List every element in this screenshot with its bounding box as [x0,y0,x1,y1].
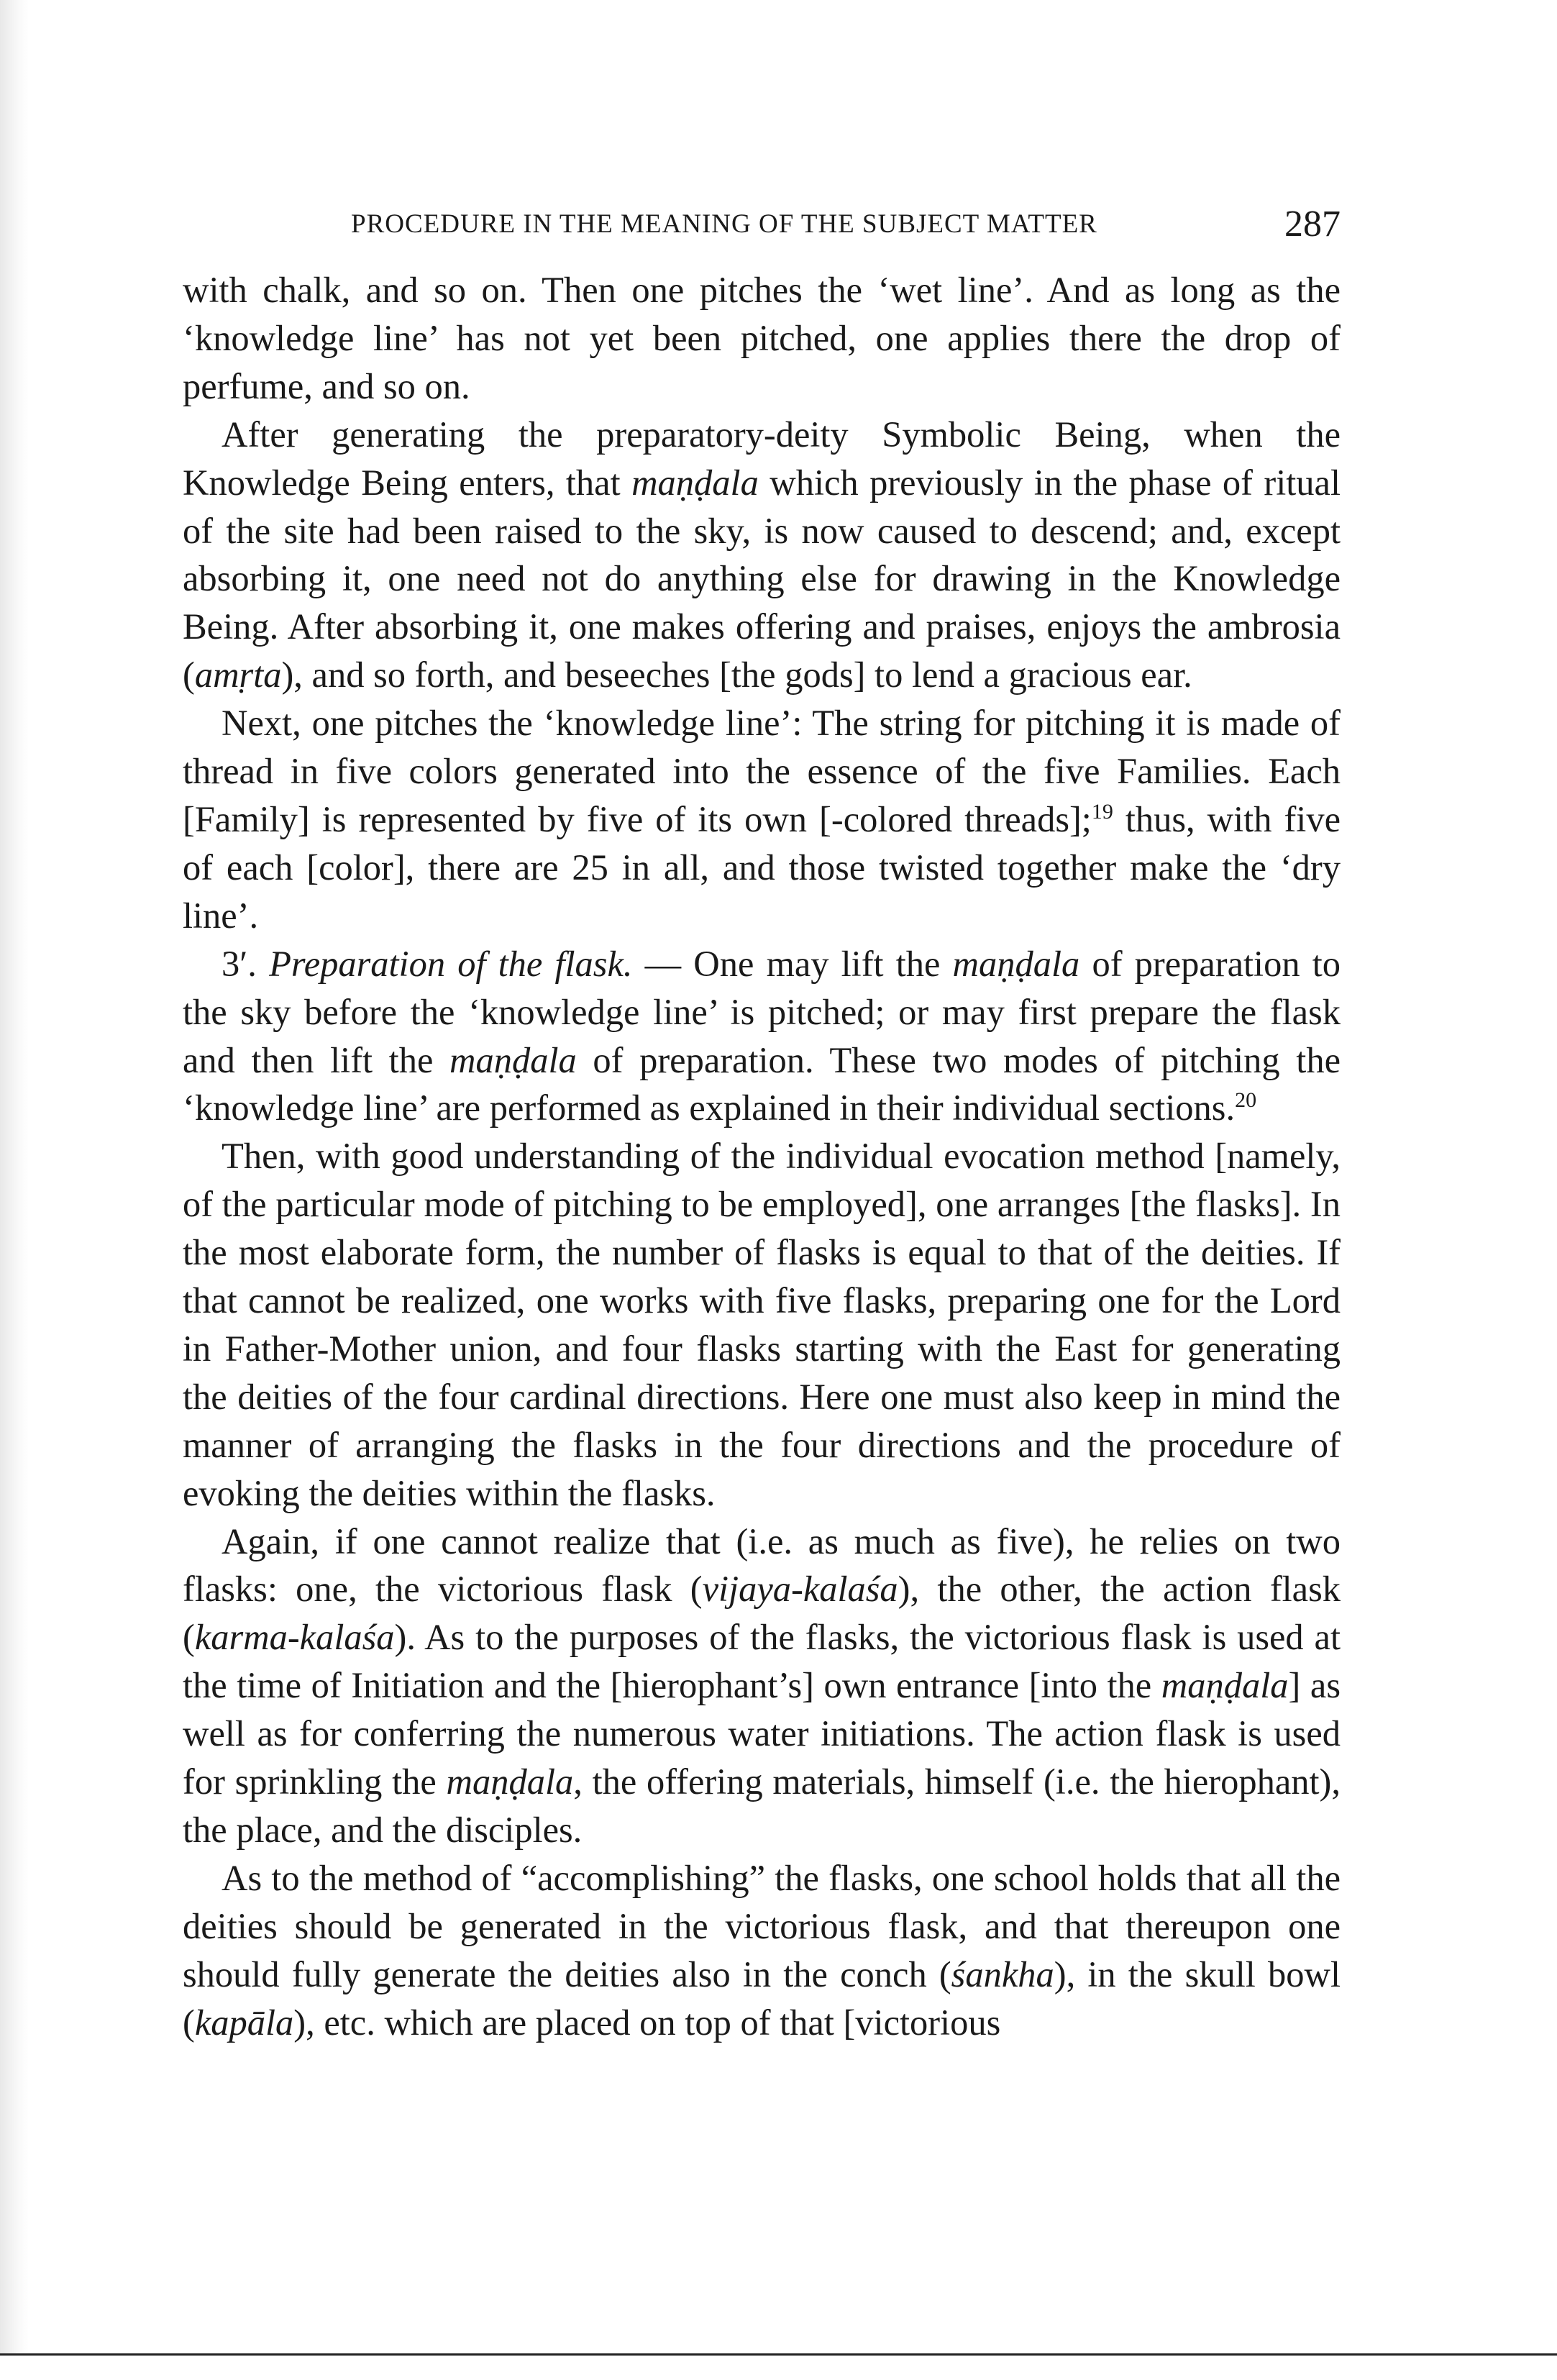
text-run: thus, with five of each [color], there are 25 in all, and those twisted together make the ‘dry line’. [183,798,1341,936]
italic-term: maṇḍala [446,1761,574,1802]
body-text [183,266,1341,2047]
text-run: — One may lift the [632,943,953,984]
footnote-ref: 19 [1091,799,1113,824]
text-run: Next, one pitches the ‘knowledge line’: The string for pitching it is made of thread in five colors generated into the essence of the five Families. Each [Family] is represented by five of its own [-colored threads]; [183,703,1341,839]
text-run: of preparation. These two modes of pitching the ‘knowledge line’ are performed as explained in their individual sections. [183,1039,1341,1129]
text-run: After generating the preparatory-deity Symbolic Being, when the Knowledge Being enters, that [183,414,1341,503]
running-header [183,203,1341,246]
italic-term: karma-kalaśa [194,1617,395,1658]
text-run: ), and so forth, and beseeches [the gods] to lend a gracious ear. [281,655,1192,696]
text-run: with chalk, and so on. Then one pitches the ‘wet line’. And as long as the ‘knowledge line’ has not yet been pitched, one applies there the drop of perfume, and so on. [183,270,1341,406]
paragraph-1 [183,266,1341,411]
text-run: ] as well as for conferring the numerous water initiations. The action flask is used for sprinkling the [183,1665,1341,1802]
paragraph-3 [183,699,1341,940]
italic-term: śankha [951,1953,1054,1994]
page-bottom-edge [0,2353,1557,2380]
italic-term: maṇḍala [952,943,1080,984]
text-run: ), the other, the action flask ( [183,1569,1341,1658]
italic-term: maṇḍala [631,462,759,503]
italic-term: kapāla [194,2002,294,2043]
paragraph-4 [183,940,1341,1133]
text-run: which previously in the phase of ritual of the site had been raised to the sky, is now caused to descend; and, except absorbing it, one need not do anything else for drawing in the Knowledge Being. After absorbing it, one makes offering and praises, enjoys the ambrosia ( [183,462,1341,696]
paragraph-6 [183,1518,1341,1854]
footnote-ref: 20 [1235,1088,1257,1113]
running-title: PROCEDURE IN THE MEANING OF THE SUBJECT MATTER [351,209,1097,239]
italic-term: vijaya-kalaśa [702,1569,898,1610]
italic-term: Preparation of the flask. [269,943,633,984]
paragraph-7 [183,1854,1341,2047]
text-run: 3′. [222,943,270,984]
italic-term: maṇḍala [449,1039,577,1080]
paragraph-2 [183,411,1341,699]
text-run: ), in the skull bowl ( [183,1953,1341,2043]
text-run: of preparation to the sky before the ‘knowledge line’ is pitched; or may first prepare the flask and then lift the [183,943,1341,1080]
text-run: Then, with good understanding of the individual evocation method [namely, of the particular mode of pitching to be employed], one arranges [the flasks]. In the most elaborate form, the number of flasks is equal to that of the deities. If that cannot be realized, one works with five flasks, preparing one for the Lord in Father-Mother union, and four flasks starting with the East for generating the deities of the four cardinal directions. Here one must also keep in mind the manner of arranging the flasks in the four directions and the procedure of evoking the deities within the flasks. [183,1136,1341,1513]
page-number: 287 [1284,204,1341,245]
italic-term: maṇḍala [1161,1665,1289,1706]
page-edge-shadow [0,0,29,2378]
text-run: As to the method of “accomplishing” the flasks, one school holds that all the deities should be generated in the victorious flask, and that thereupon one should fully generate the deities also in the conch ( [183,1857,1341,1994]
italic-term: amṛta [194,655,282,696]
paragraph-5 [183,1132,1341,1517]
text-run: ). As to the purposes of the flasks, the victorious flask is used at the time of Initiation and the [hierophant’s] own entrance [into the [183,1617,1341,1706]
text-run: , the offering materials, himself (i.e. the hierophant), the place, and the disciples. [183,1761,1341,1850]
text-run: ), etc. which are placed on top of that [victorious [293,2002,1001,2043]
text-run: Again, if one cannot realize that (i.e. as much as five), he relies on two flasks: one, the victorious flask ( [183,1520,1341,1610]
